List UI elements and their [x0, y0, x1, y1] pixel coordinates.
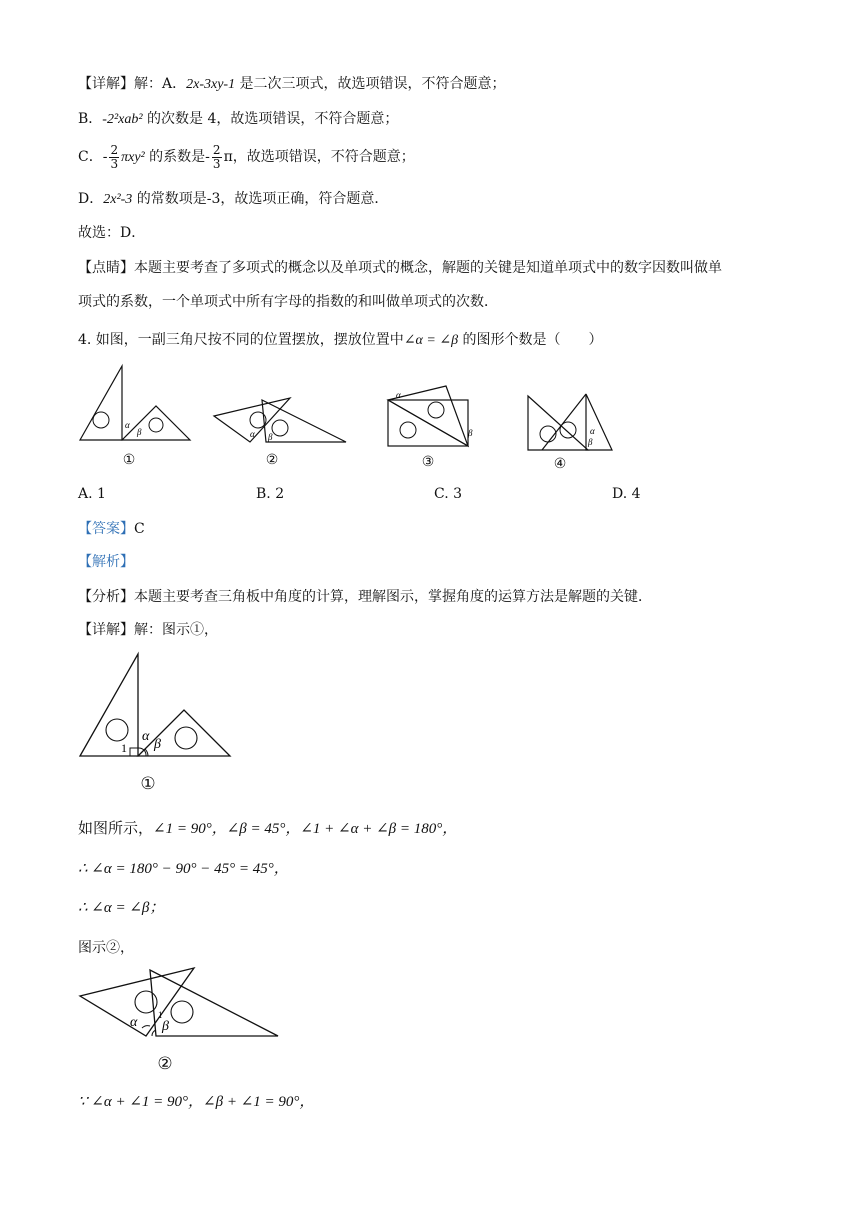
text: C．- — [78, 149, 108, 165]
small-figure-1 — [78, 364, 192, 444]
text: 的次数是 4，故选项错误，不符合题意； — [142, 111, 399, 127]
q4-stem — [78, 330, 603, 351]
fig-label-2: ② — [265, 452, 279, 468]
small-figure-3 — [386, 382, 480, 448]
math-expr: 2x²-3 — [103, 192, 133, 207]
fig-label-4: ④ — [553, 456, 567, 472]
q3-choose: 故选：D． — [78, 225, 146, 241]
alpha-label: α — [590, 426, 595, 436]
text: 解：图示①， — [134, 622, 218, 638]
option-b[interactable]: B. 2 — [256, 486, 285, 502]
alpha-label: α — [396, 390, 401, 400]
fenxi-line — [78, 587, 652, 607]
large-fig-label-2: ② — [157, 1054, 173, 1074]
eq-line-3: ∴ ∠α = ∠β； — [78, 900, 165, 916]
small-figure-2 — [212, 396, 348, 446]
text: 如图所示， — [78, 821, 154, 837]
alpha-label: α — [142, 729, 150, 744]
text: D． — [78, 191, 104, 207]
beta-label: β — [268, 432, 273, 442]
text: B． — [78, 111, 103, 127]
math-expr: ∠α = ∠β — [403, 333, 459, 348]
text: 本题主要考查了多项式的概念以及单项式的概念，解题的关键是知道单项式中的数字因数叫做单 — [134, 260, 722, 276]
answer-tag: 【答案】 — [78, 521, 134, 537]
beta-label: β — [162, 1019, 169, 1034]
text: 的常数项是-3，故选项正确，符合题意． — [132, 191, 389, 207]
text: 是二次三项式，故选项错误，不符合题意； — [235, 76, 506, 92]
large-figure-2 — [78, 966, 280, 1038]
beta-label: β — [137, 427, 142, 437]
fraction — [212, 144, 222, 171]
detail-tag: 【详解】 — [78, 76, 134, 92]
frac-den: 3 — [212, 156, 221, 171]
q3-detail-line-a — [78, 74, 506, 95]
fenxi-tag: 【分析】 — [78, 589, 134, 605]
option-c[interactable]: C. 3 — [434, 486, 463, 502]
frac-den: 3 — [110, 156, 119, 171]
text: 的系数是- — [144, 149, 210, 165]
option-a[interactable]: A. 1 — [78, 486, 106, 502]
beta-label: β — [588, 437, 593, 447]
answer-line — [78, 519, 145, 539]
alpha-label: α — [130, 1015, 138, 1030]
q3-line-c — [78, 142, 415, 173]
q3-line-b — [78, 109, 398, 130]
fig-label-1: ① — [122, 452, 136, 468]
eq-line-2: ∴ ∠α = 180° − 90° − 45° = 45°， — [78, 861, 289, 877]
comment-tag: 【点睛】 — [78, 260, 134, 276]
math-expr: πxy² — [121, 150, 145, 165]
text: π，故选项错误，不符合题意； — [223, 149, 415, 165]
large-fig-label-1: ① — [140, 774, 156, 794]
fig2-intro: 图示②， — [78, 940, 134, 956]
beta-label: β — [468, 428, 473, 438]
small-figure-4 — [526, 392, 614, 452]
alpha-label: α — [125, 420, 130, 430]
math-expr: ∠1 = 90°，∠β = 45°，∠1 + ∠α + ∠β = 180°， — [153, 821, 458, 837]
eq-line-4: ∵ ∠α + ∠1 = 90°，∠β + ∠1 = 90°， — [78, 1094, 315, 1110]
alpha-label: α — [250, 429, 255, 439]
detail-tag: 【详解】 — [78, 622, 134, 638]
text: 4. 如图，一副三角尺按不同的位置摆放，摆放位置中 — [78, 332, 404, 348]
math-expr: -2²xab² — [102, 112, 143, 127]
large-figure-1 — [78, 652, 234, 758]
option-d[interactable]: D. 4 — [612, 486, 641, 502]
answer-value: C — [134, 521, 145, 537]
q3-comment-1 — [78, 258, 722, 278]
text: 本题主要考查三角板中角度的计算，理解图示，掌握角度的运算方法是解题的关键． — [134, 589, 652, 605]
q3-line-d — [78, 189, 388, 210]
frac-num: 2 — [110, 142, 119, 157]
frac-num: 2 — [212, 142, 221, 157]
detail-intro — [78, 620, 218, 640]
fig-label-3: ③ — [421, 454, 435, 470]
beta-label: β — [154, 737, 161, 752]
q3-comment-2: 项式的系数，一个单项式中所有字母的指数的和叫做单项式的次数． — [78, 294, 498, 310]
one-label: 1 — [158, 1010, 163, 1020]
text: 的图形个数是（ ） — [458, 332, 603, 348]
eq-line-1 — [78, 819, 457, 839]
fraction — [109, 144, 119, 171]
math-expr: 2x-3xy-1 — [186, 77, 236, 92]
text: 解：A． — [134, 76, 187, 92]
analysis-tag: 【解析】 — [78, 554, 134, 570]
one-label: 1 — [121, 741, 127, 755]
